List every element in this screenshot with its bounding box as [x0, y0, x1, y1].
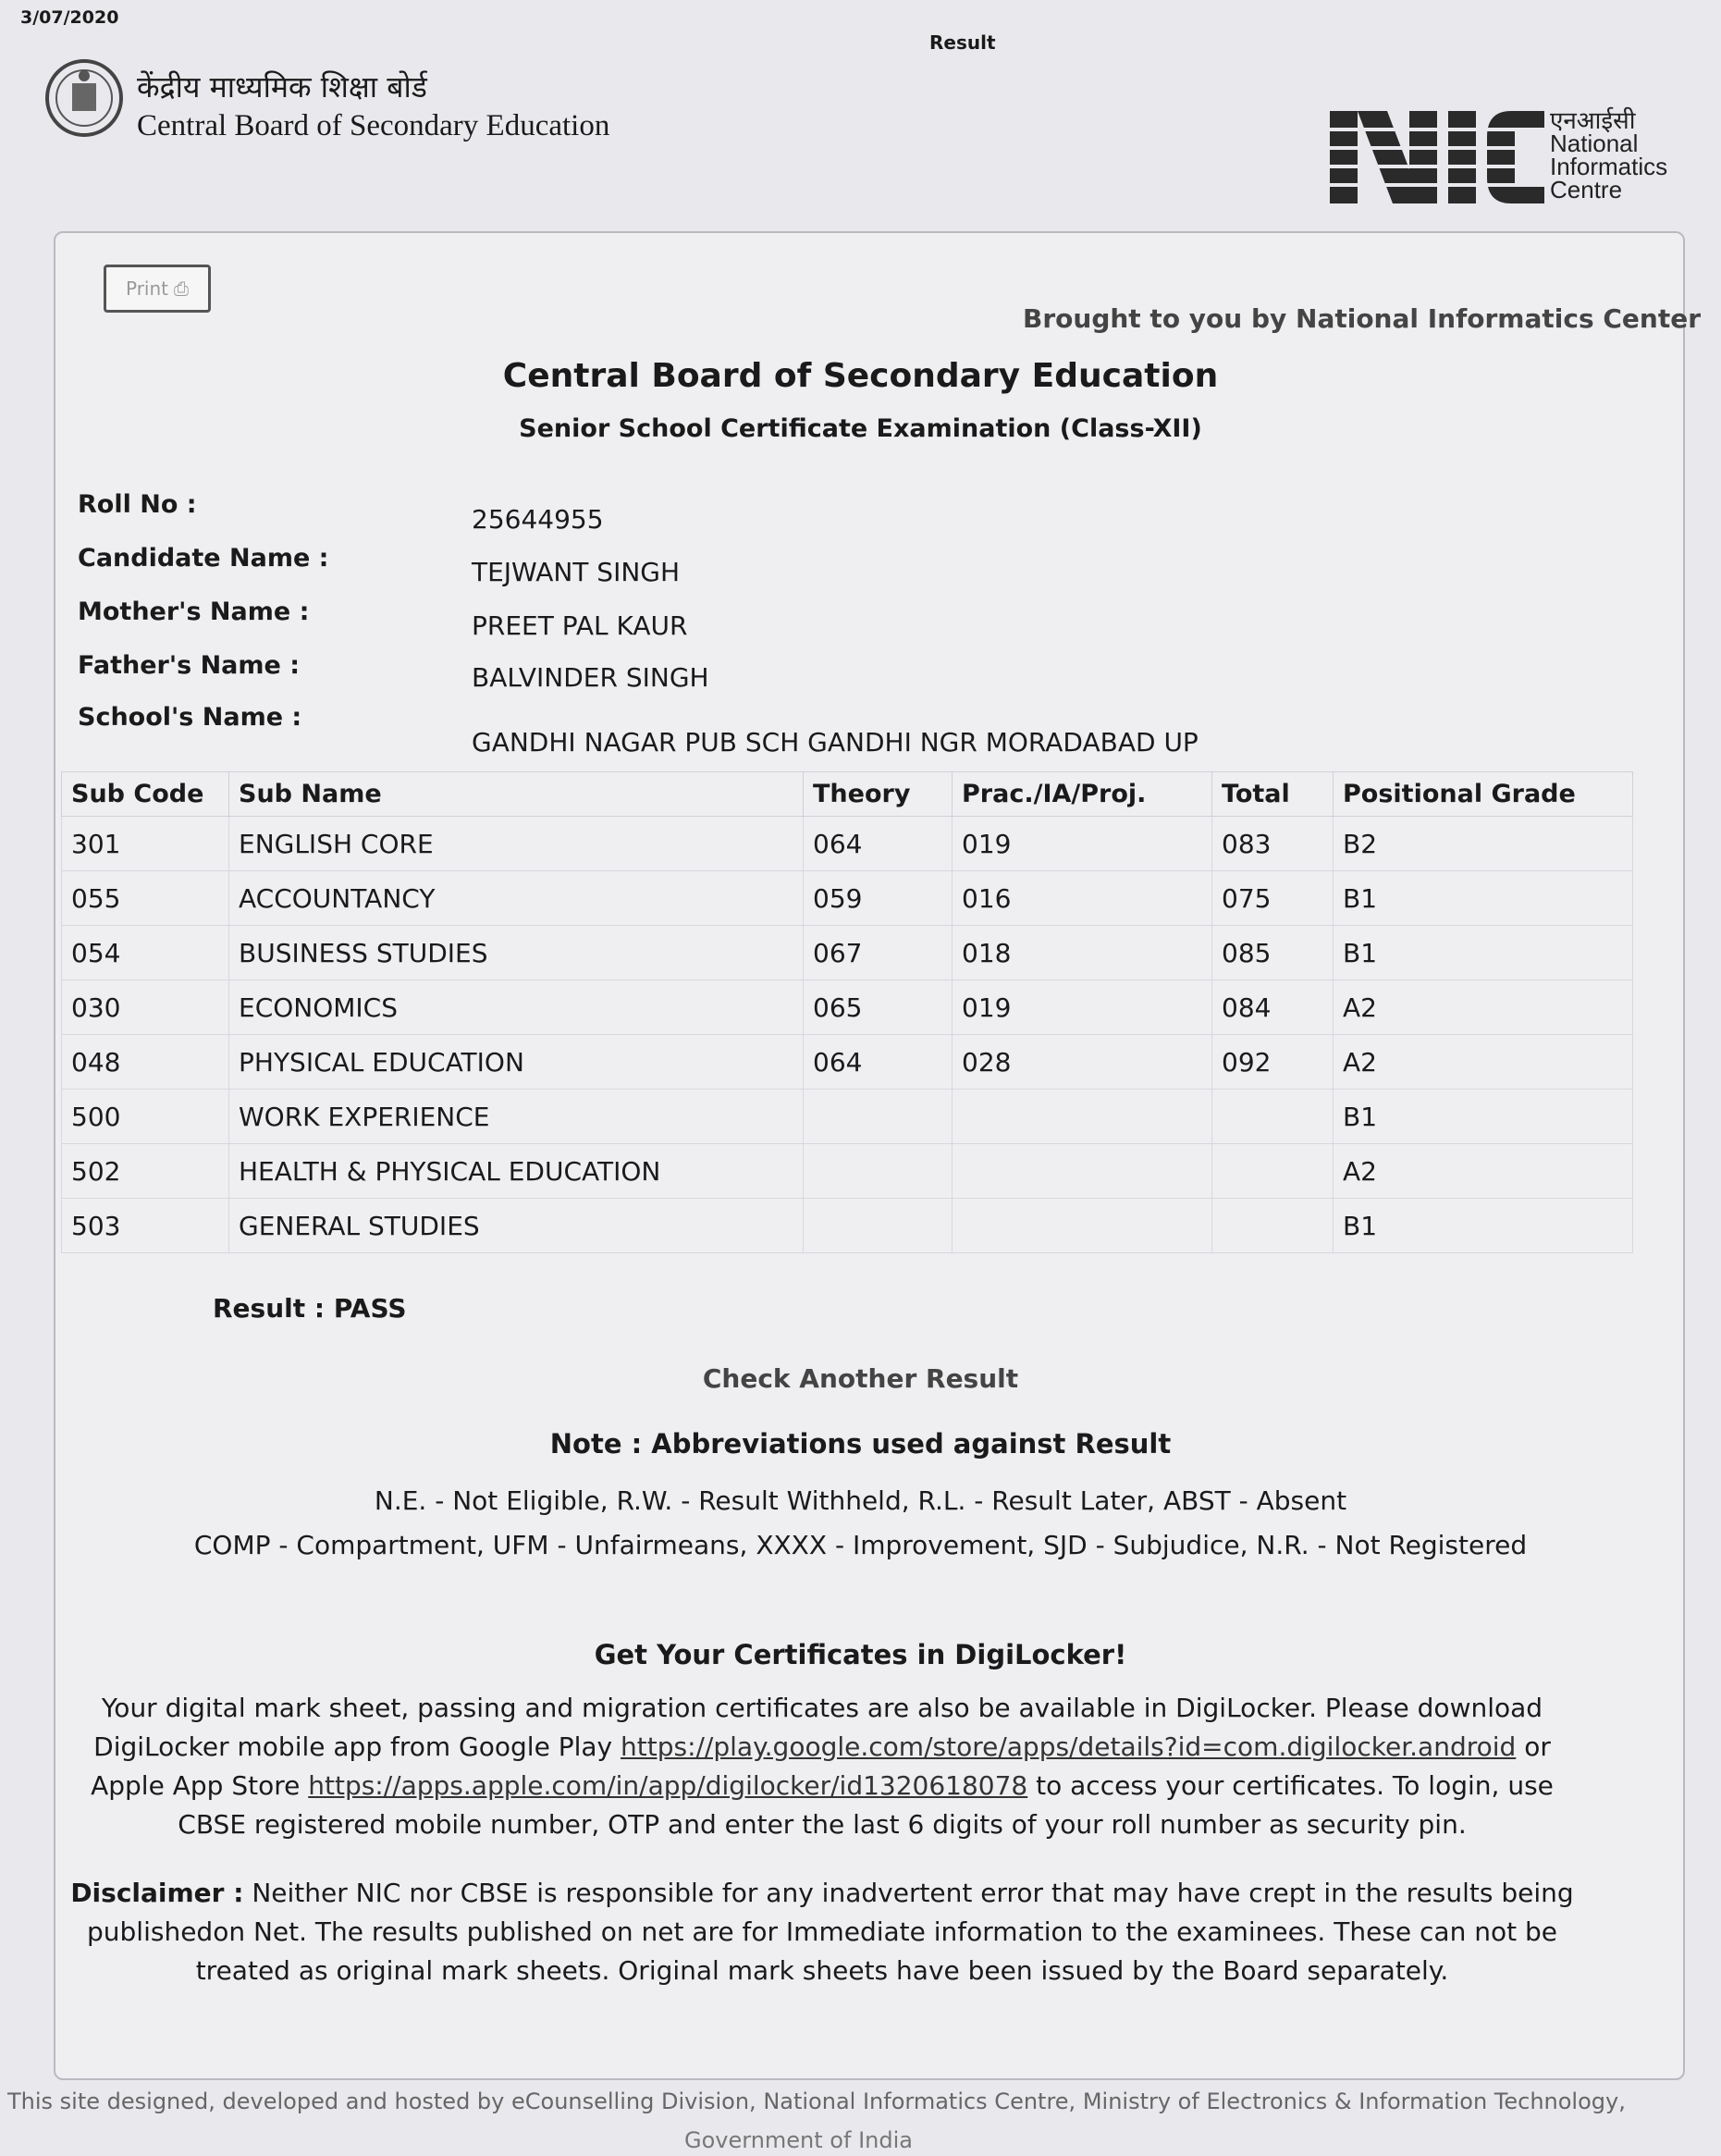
total-cell: 085 — [1212, 926, 1334, 980]
disclaimer-text: Neither NIC nor CBSE is responsible for any inadvertent error that may have crept in the results being publishedon Net. The results published on net are for Immediate information to the examinees. These can not be treated as original mark sheets. Original mark sheets have been issued by the Board separately. — [87, 1878, 1574, 1986]
theory-cell: 064 — [804, 1035, 953, 1090]
sub-name-cell: ACCOUNTANCY — [229, 871, 804, 926]
google-play-link[interactable]: https://play.google.com/store/apps/details?id=com.digilocker.android — [621, 1731, 1517, 1762]
sub-name-cell: HEALTH & PHYSICAL EDUCATION — [229, 1144, 804, 1199]
digilocker-text-1: Your digital mark sheet, passing and migration certificates are also be available in DigiLocker. Please download DigiLocker mobile app from Google Play — [93, 1693, 1543, 1762]
table-row — [62, 926, 1633, 980]
father-name-value: BALVINDER SINGH — [472, 662, 709, 693]
footer-credit: This site designed, developed and hosted by eCounselling Division, National Informatics Centre, Ministry of Electronics & Information Technology, — [7, 2088, 1626, 2114]
total-cell: 083 — [1212, 817, 1334, 871]
practical-cell — [953, 1199, 1212, 1253]
sub-code-cell: 500 — [62, 1090, 229, 1144]
table-row — [62, 1199, 1633, 1253]
total-cell: 084 — [1212, 980, 1334, 1035]
nic-name-line2: Informatics — [1550, 153, 1668, 180]
table-row — [62, 871, 1633, 926]
mother-name-value: PREET PAL KAUR — [472, 610, 688, 641]
cbse-hindi-name: केंद्रीय माध्यमिक शिक्षा बोर्ड — [137, 69, 427, 105]
sub-name-cell: ENGLISH CORE — [229, 817, 804, 871]
page-subtitle: Senior School Certificate Examination (Class-XII) — [519, 414, 1202, 443]
digilocker-text-3: to access your certificates. To login, use CBSE registered mobile number, OTP and enter the last 6 digits of your roll number as security pin. — [178, 1770, 1554, 1840]
print-date: 3/07/2020 — [20, 7, 119, 28]
cbse-english-name: Central Board of Secondary Education — [137, 109, 610, 142]
brought-by-text: Brought to you by National Informatics Center — [1023, 303, 1702, 334]
result-value: PASS — [333, 1293, 407, 1324]
mother-name-label: Mother's Name : — [78, 598, 310, 626]
sub-code-cell: 503 — [62, 1199, 229, 1253]
digilocker-paragraph — [59, 1689, 1585, 1844]
sub-code-cell: 054 — [62, 926, 229, 980]
total-cell — [1212, 1090, 1334, 1144]
theory-cell: 067 — [804, 926, 953, 980]
sub-code-cell: 301 — [62, 817, 229, 871]
page-title: Central Board of Secondary Education — [502, 357, 1219, 395]
practical-cell: 016 — [953, 871, 1212, 926]
grade-cell: B1 — [1334, 871, 1633, 926]
total-cell: 075 — [1212, 871, 1334, 926]
table-row — [62, 1144, 1633, 1199]
nic-logo-icon — [1330, 109, 1552, 209]
table-row — [62, 980, 1633, 1035]
print-button[interactable] — [104, 265, 211, 313]
candidate-name-value: TEJWANT SINGH — [472, 557, 681, 587]
grade-cell: A2 — [1334, 1035, 1633, 1090]
col-practical: Prac./IA/Proj. — [953, 772, 1212, 817]
abbreviations-line-1: N.E. - Not Eligible, R.W. - Result Withheld, R.L. - Result Later, ABST - Absent — [374, 1485, 1347, 1516]
sub-name-cell: BUSINESS STUDIES — [229, 926, 804, 980]
theory-cell: 064 — [804, 817, 953, 871]
sub-name-cell: WORK EXPERIENCE — [229, 1090, 804, 1144]
marks-header-row — [62, 772, 1633, 817]
practical-cell: 028 — [953, 1035, 1212, 1090]
table-row — [62, 1090, 1633, 1144]
marks-table — [61, 771, 1633, 1253]
roll-no-value: 25644955 — [472, 504, 604, 535]
sub-code-cell: 502 — [62, 1144, 229, 1199]
printer-icon: ⎙ — [174, 277, 189, 300]
nic-name-line3: Centre — [1550, 176, 1623, 203]
result-label: Result : — [213, 1293, 326, 1324]
table-row — [62, 1035, 1633, 1090]
total-cell: 092 — [1212, 1035, 1334, 1090]
abbreviations-line-2: COMP - Compartment, UFM - Unfairmeans, XXXX - Improvement, SJD - Subjudice, N.R. - Not Registered — [193, 1530, 1528, 1560]
disclaimer-paragraph — [59, 1874, 1585, 1990]
father-name-label: Father's Name : — [78, 651, 301, 680]
grade-cell: A2 — [1334, 980, 1633, 1035]
school-name-value: GANDHI NAGAR PUB SCH GANDHI NGR MORADABAD UP — [472, 727, 1199, 758]
theory-cell — [804, 1144, 953, 1199]
school-name-label: School's Name : — [78, 703, 302, 732]
nic-name-line1: National — [1550, 129, 1639, 157]
practical-cell: 018 — [953, 926, 1212, 980]
footer-government: Government of India — [684, 2127, 913, 2153]
practical-cell: 019 — [953, 980, 1212, 1035]
disclaimer-label: Disclaimer : — [70, 1878, 244, 1908]
col-grade: Positional Grade — [1334, 772, 1633, 817]
grade-cell: B1 — [1334, 926, 1633, 980]
abbreviations-note-title: Note : Abbreviations used against Result — [549, 1428, 1172, 1460]
digilocker-text-2: or Apple App Store — [91, 1731, 1551, 1801]
result-status — [213, 1293, 407, 1324]
theory-cell — [804, 1199, 953, 1253]
nic-hindi-name: एनआईसी — [1550, 106, 1636, 134]
practical-cell — [953, 1090, 1212, 1144]
roll-no-label: Roll No : — [78, 490, 197, 519]
grade-cell: B2 — [1334, 817, 1633, 871]
sub-name-cell: PHYSICAL EDUCATION — [229, 1035, 804, 1090]
digilocker-title: Get Your Certificates in DigiLocker! — [594, 1639, 1127, 1670]
col-theory: Theory — [804, 772, 953, 817]
total-cell — [1212, 1144, 1334, 1199]
col-sub-name: Sub Name — [229, 772, 804, 817]
col-sub-code: Sub Code — [62, 772, 229, 817]
sub-code-cell: 055 — [62, 871, 229, 926]
apple-app-store-link[interactable]: https://apps.apple.com/in/app/digilocker/id1320618078 — [308, 1770, 1028, 1801]
check-another-result-link[interactable]: Check Another Result — [702, 1363, 1019, 1394]
grade-cell: A2 — [1334, 1144, 1633, 1199]
candidate-name-label: Candidate Name : — [78, 544, 329, 573]
total-cell — [1212, 1199, 1334, 1253]
table-row — [62, 817, 1633, 871]
practical-cell: 019 — [953, 817, 1212, 871]
practical-cell — [953, 1144, 1212, 1199]
nic-name — [1550, 106, 1668, 203]
page-tab-title: Result — [929, 31, 996, 54]
sub-code-cell: 048 — [62, 1035, 229, 1090]
sub-name-cell: GENERAL STUDIES — [229, 1199, 804, 1253]
grade-cell: B1 — [1334, 1090, 1633, 1144]
theory-cell: 059 — [804, 871, 953, 926]
col-total: Total — [1212, 772, 1334, 817]
sub-name-cell: ECONOMICS — [229, 980, 804, 1035]
theory-cell: 065 — [804, 980, 953, 1035]
cbse-emblem-icon — [44, 55, 124, 144]
grade-cell: B1 — [1334, 1199, 1633, 1253]
sub-code-cell: 030 — [62, 980, 229, 1035]
theory-cell — [804, 1090, 953, 1144]
print-button-label: Print — [125, 277, 168, 300]
